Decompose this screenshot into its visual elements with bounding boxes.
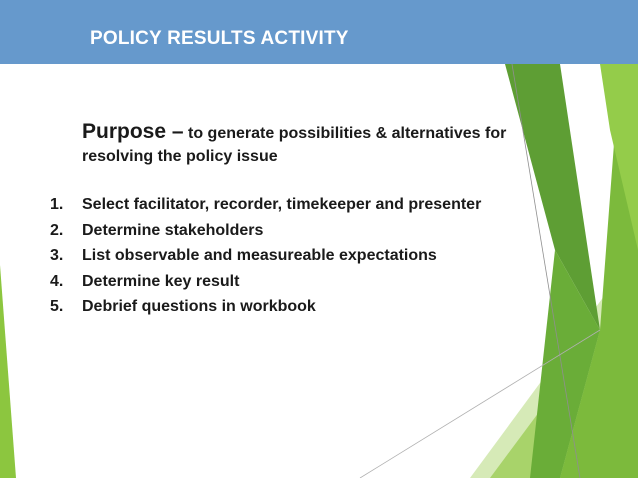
step-number: 3. — [50, 247, 64, 264]
title-bar — [0, 0, 638, 64]
list-item — [50, 243, 481, 269]
purpose-heading: Purpose – — [82, 120, 184, 143]
list-item — [50, 269, 481, 295]
step-text: Determine stakeholders — [82, 221, 264, 239]
step-text: Debrief questions in workbook — [82, 298, 316, 315]
step-number: 4. — [50, 272, 64, 290]
list-item — [50, 218, 481, 244]
purpose-text-line1: to generate possibilities & alternatives for — [188, 125, 507, 142]
step-number: 5. — [50, 298, 64, 315]
list-item — [50, 192, 481, 218]
steps-list — [50, 192, 481, 320]
slide-title: POLICY RESULTS ACTIVITY — [90, 28, 349, 49]
step-text: List observable and measureable expectations — [82, 247, 437, 264]
step-number: 2. — [50, 221, 64, 239]
left-green-sliver — [0, 265, 16, 478]
step-text: Determine key result — [82, 272, 240, 290]
step-text: Select facilitator, recorder, timekeeper and presenter — [82, 196, 482, 213]
purpose-text-line2: resolving the policy issue — [82, 148, 278, 165]
purpose-paragraph — [82, 120, 552, 168]
step-number: 1. — [50, 196, 64, 213]
list-item — [50, 294, 481, 320]
